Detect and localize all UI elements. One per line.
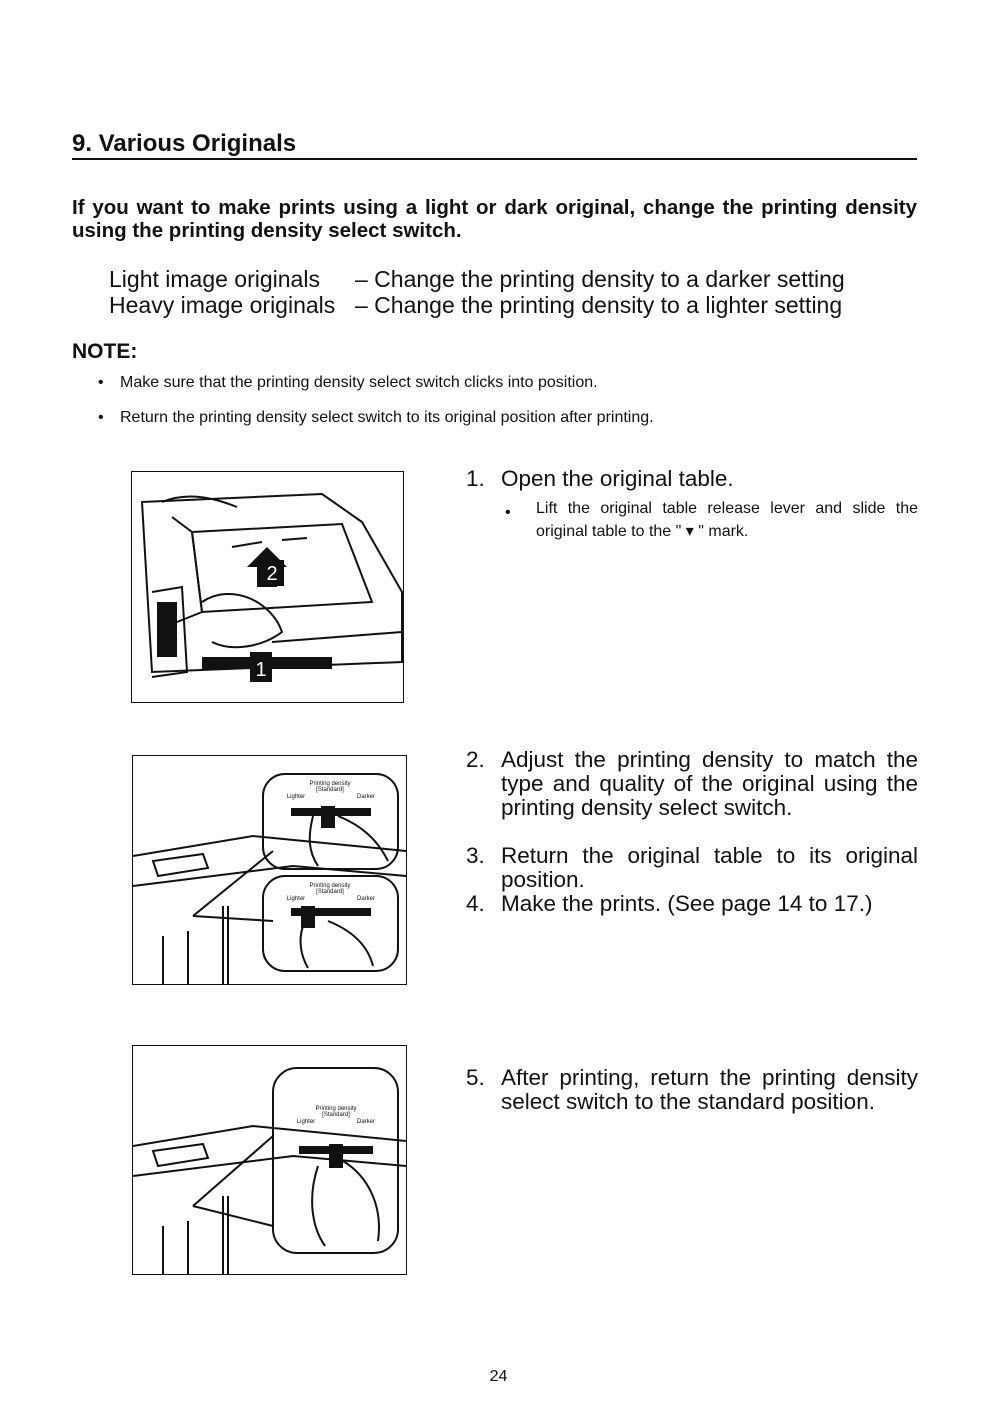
step-number: 4.	[466, 891, 485, 916]
dial-label: Printing density	[309, 781, 351, 787]
return-switch-illustration	[133, 1046, 406, 1274]
section-title: 9. Various Originals	[72, 130, 297, 157]
step-text: Open the original table.	[501, 466, 734, 491]
bullet-icon: •	[98, 409, 104, 426]
step-text: Adjust the printing density to match the type and quality of the original using the printing density select switch.	[501, 747, 918, 820]
bullet-icon: •	[98, 374, 104, 391]
note-item	[98, 409, 654, 427]
dial-lighter: Lighter	[286, 896, 306, 902]
note-heading: NOTE:	[72, 340, 138, 363]
step-text: Make the prints. (See page 14 to 17.)	[501, 891, 873, 916]
page-number: 24	[489, 1368, 508, 1385]
note-item-text: Make sure that the printing density select switch clicks into position.	[120, 374, 598, 391]
title-rule	[72, 158, 917, 160]
open-table-illustration	[132, 472, 403, 702]
step-number: 1.	[466, 466, 485, 491]
marker-one: 1	[255, 659, 267, 681]
figure-adjust-density	[132, 755, 407, 985]
dial-label: Printing density	[315, 1106, 357, 1112]
note-item	[98, 374, 598, 392]
figure-open-original-table	[131, 471, 404, 703]
dial-label: Printing density	[309, 883, 351, 889]
step-sub-text: Lift the original table release lever and slide the original table to the " ▾ " mark.	[536, 500, 918, 540]
comparison-original-light: Light image originals	[109, 266, 320, 292]
dial-darker: Darker	[356, 794, 376, 800]
density-switch-illustration	[133, 756, 406, 984]
bullet-icon: •	[505, 504, 511, 521]
dial-lighter: Lighter	[296, 1119, 316, 1125]
comparison-action-darker: – Change the printing density to a darker setting	[355, 266, 845, 292]
marker-two: 2	[266, 563, 278, 585]
dial-darker: Darker	[356, 896, 376, 902]
step-number: 5.	[466, 1065, 485, 1090]
step-number: 3.	[466, 843, 485, 868]
dial-darker: Darker	[356, 1119, 376, 1125]
note-item-text: Return the printing density select switch to its original position after printing.	[120, 409, 654, 426]
dial-lighter: Lighter	[286, 794, 306, 800]
dial-standard: [Standard]	[322, 1112, 350, 1118]
dial-standard: [Standard]	[316, 889, 344, 895]
figure-return-switch	[132, 1045, 407, 1275]
comparison-original-heavy: Heavy image originals	[109, 292, 336, 318]
lead-paragraph: If you want to make prints using a light or dark original, change the printing density using the printing density select switch.	[72, 196, 917, 242]
step-number: 2.	[466, 747, 485, 772]
step-text: Return the original table to its original position.	[501, 843, 918, 892]
dial-standard: [Standard]	[316, 787, 344, 793]
comparison-action-lighter: – Change the printing density to a lighter setting	[355, 292, 843, 318]
step-text: After printing, return the printing density select switch to the standard position.	[501, 1065, 918, 1114]
